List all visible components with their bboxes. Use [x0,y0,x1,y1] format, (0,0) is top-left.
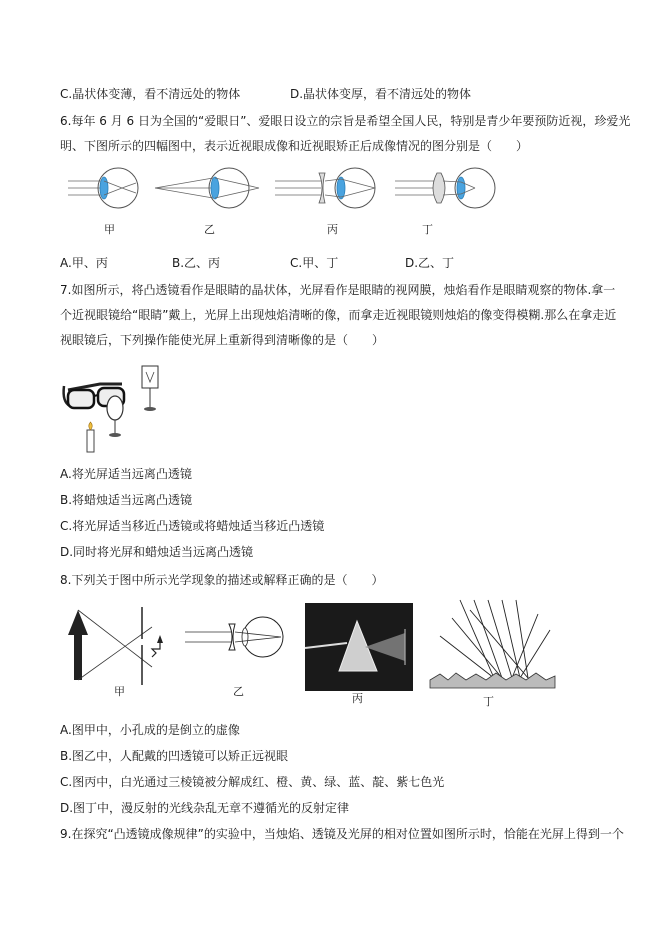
q7-stem-line3: 视眼镜后，下列操作能使光屏上重新得到清晰像的是（ ） [60,333,385,347]
q7-option-a: A.将光屏适当远离凸透镜 [60,467,192,481]
q8-caption-ding: 丁 [483,695,494,708]
q6-caption-yi: 乙 [204,223,215,236]
q6-caption-ding: 丁 [422,223,433,236]
q8-option-c: C.图丙中，白光通过三棱镜被分解成红、橙、黄、绿、蓝、靛、紫七色光 [60,775,445,789]
q6-stem-line2: 明、下图所示的四幅图中，表示近视眼成像和近视眼矫正后成像情况的图分别是（ ） [60,139,529,153]
q6-option-d: D.乙、丁 [405,256,455,270]
q8-option-b: B.图乙中，人配戴的凹透镜可以矫正远视眼 [60,749,289,763]
q7-option-c: C.将光屏适当移近凸透镜或将蜡烛适当移近凸透镜 [60,519,325,533]
q8-caption-jia: 甲 [114,685,125,698]
q8-option-a: A.图甲中，小孔成的是倒立的虚像 [60,723,240,737]
q8-figure-ding [430,600,555,690]
q7-option-b: B.将蜡烛适当远离凸透镜 [60,493,193,507]
q8-caption-yi: 乙 [233,685,244,698]
q5-option-c: C.晶状体变薄，看不清远处的物体 [60,87,241,101]
q6-caption-jia: 甲 [104,223,115,236]
q6-option-a: A.甲、丙 [60,256,108,270]
q8-figure-bing [305,603,413,691]
q7-stem-line1: 7.如图所示，将凸透镜看作是眼睛的晶状体，光屏看作是眼睛的视网膜，烛焰看作是眼睛观察的物体.拿一 [60,283,616,297]
q7-figure [60,362,180,462]
q6-eye-jia [68,168,138,208]
q6-eye-yi [155,168,259,208]
q9-stem-line1: 9.在探究“凸透镜成像规律”的实验中，当烛焰、透镜及光屏的相对位置如图所示时，恰能在光屏上得到一个 [60,827,624,841]
q6-figure [60,165,660,245]
q6-option-b: B.乙、丙 [172,256,221,270]
q8-option-d: D.图丁中，漫反射的光线杂乱无章不遵循光的反射定律 [60,801,350,815]
q5-option-d: D.晶状体变厚，看不清远处的物体 [290,87,472,101]
q6-caption-bing: 丙 [327,223,338,236]
q6-stem-line1: 6.每年 6 月 6 日为全国的“爱眼日”、爱眼日设立的宗旨是希望全国人民，特别是青少年要预防近视，珍爱光 [60,114,631,128]
q8-stem: 8.下列关于图中所示光学现象的描述或解释正确的是（ ） [60,573,384,587]
q7-option-d: D.同时将光屏和蜡烛适当远离凸透镜 [60,545,254,559]
q6-eye-bing [275,168,375,208]
q8-caption-bing: 丙 [352,692,363,705]
q8-figure-yi [185,620,295,695]
q6-option-c: C.甲、丁 [290,256,339,270]
q6-eye-ding [395,168,495,208]
q7-stem-line2: 个近视眼镜给“眼睛”戴上，光屏上出现烛焰清晰的像，而拿走近视眼镜则烛焰的像变得模糊.那么在拿走近 [60,308,617,322]
